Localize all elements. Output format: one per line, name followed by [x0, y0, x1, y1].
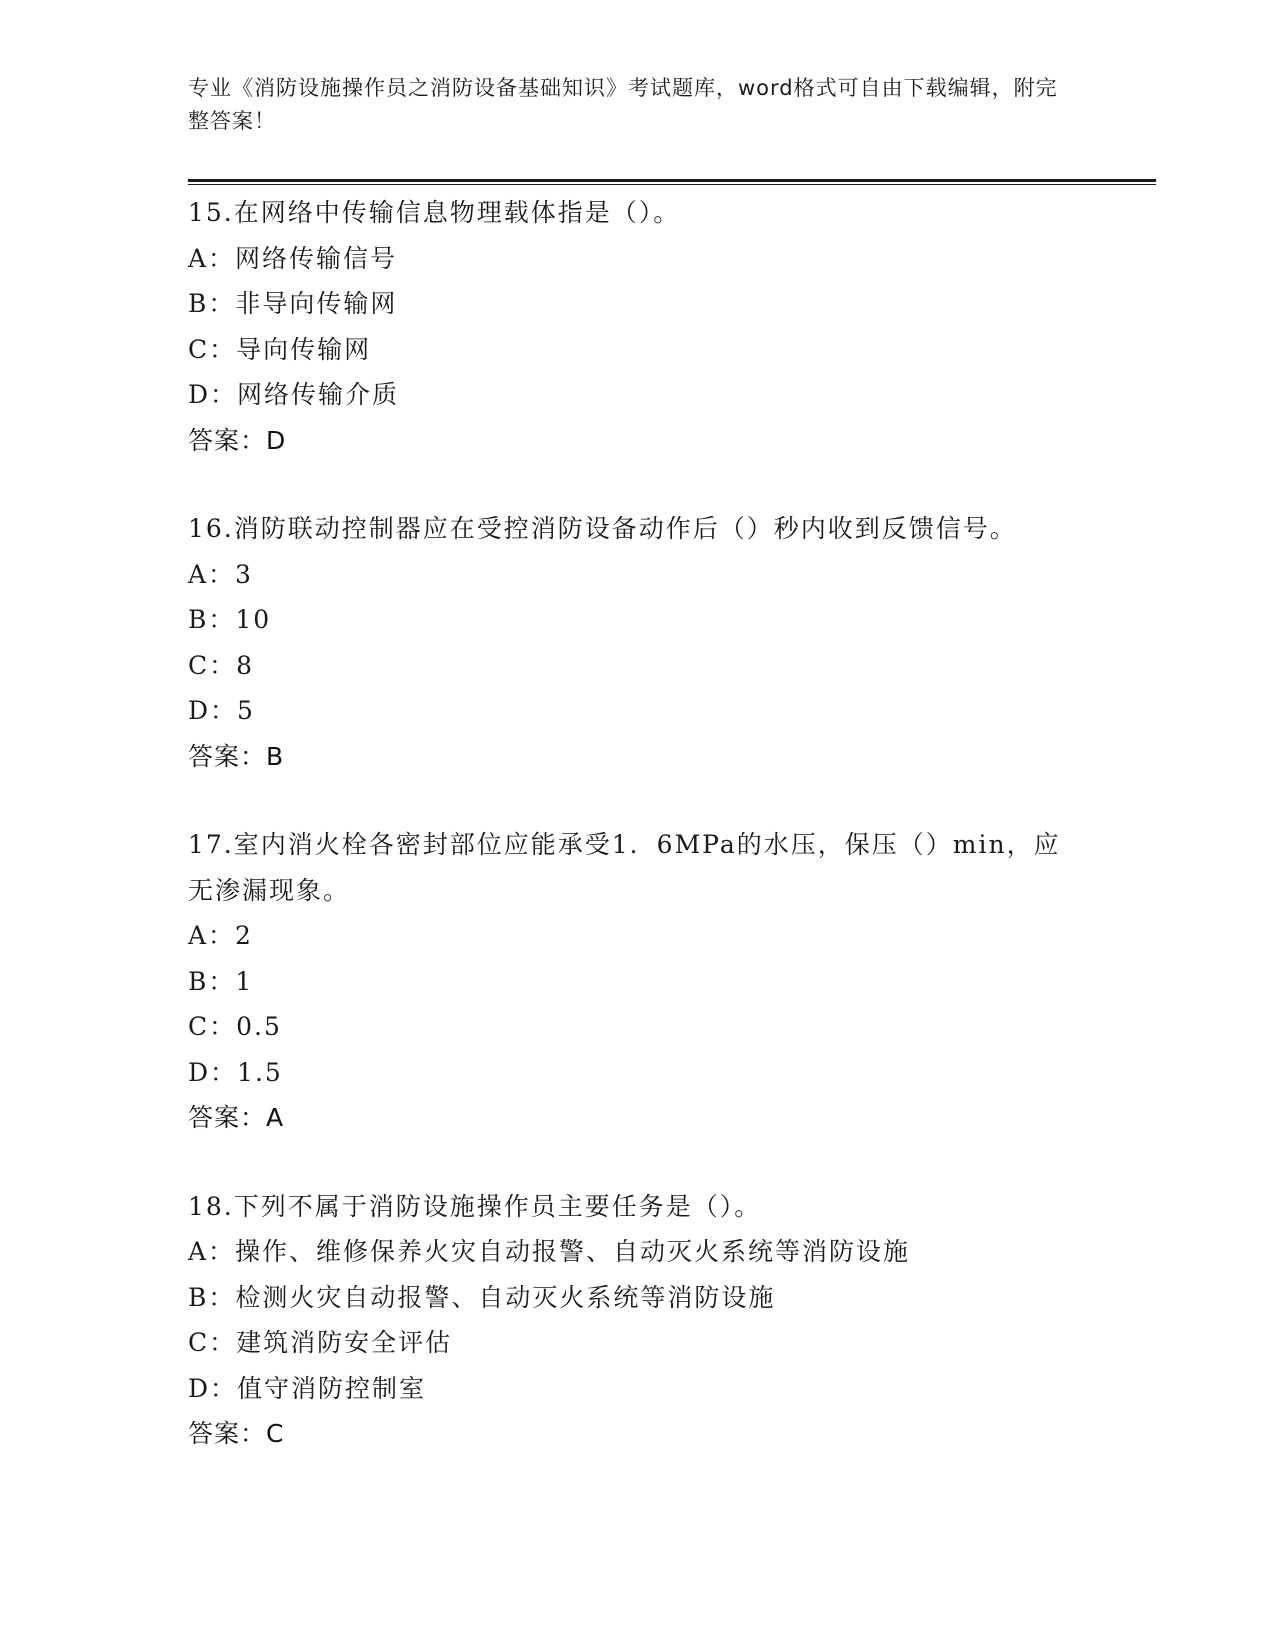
option-b: B：检测火灾自动报警、自动灭火系统等消防设施 [188, 1282, 776, 1312]
option-d: D：5 [188, 696, 255, 725]
option-b: B：10 [188, 605, 272, 634]
answer-line: 答案：A [188, 1103, 285, 1132]
question-stem: 15.在网络中传输信息物理载体指是（）。 [188, 198, 681, 227]
option-c: C：0.5 [188, 1012, 282, 1041]
question-stem: 16.消防联动控制器应在受控消防设备动作后（）秒内收到反馈信号。 [188, 514, 1017, 543]
option-a: A：3 [188, 559, 253, 589]
question-15 [188, 190, 1088, 463]
option-a: A：2 [188, 921, 253, 950]
question-list [188, 190, 1088, 1500]
question-16 [188, 506, 1088, 779]
option-b: B：1 [188, 966, 254, 996]
option-a: A：网络传输信号 [188, 243, 398, 273]
header-divider-thin [188, 184, 1156, 185]
document-header: 专业《消防设施操作员之消防设备基础知识》考试题库，word格式可自由下载编辑，附完整答案！ [188, 76, 1058, 133]
option-c: C：8 [188, 650, 255, 680]
option-d: D：1.5 [188, 1057, 283, 1087]
option-b: B：非导向传输网 [188, 289, 398, 318]
answer-line: 答案：C [188, 1419, 285, 1448]
option-a: A：操作、维修保养火灾自动报警、自动灭火系统等消防设施 [188, 1237, 911, 1266]
option-d: D：值守消防控制室 [188, 1373, 427, 1403]
option-c: C：建筑消防安全评估 [188, 1328, 453, 1357]
option-c: C：导向传输网 [188, 334, 372, 364]
question-stem: 17.室内消火栓各密封部位应能承受1．6MPa的水压，保压（）min，应无渗漏现象。 [188, 830, 1061, 905]
question-stem: 18.下列不属于消防设施操作员主要任务是（）。 [188, 1191, 762, 1221]
header-divider-thick [188, 179, 1156, 182]
answer-line: 答案：B [188, 741, 285, 771]
question-17 [188, 822, 1088, 1141]
question-18 [188, 1184, 1088, 1457]
option-d: D：网络传输介质 [188, 380, 400, 409]
answer-line: 答案：D [188, 425, 287, 455]
